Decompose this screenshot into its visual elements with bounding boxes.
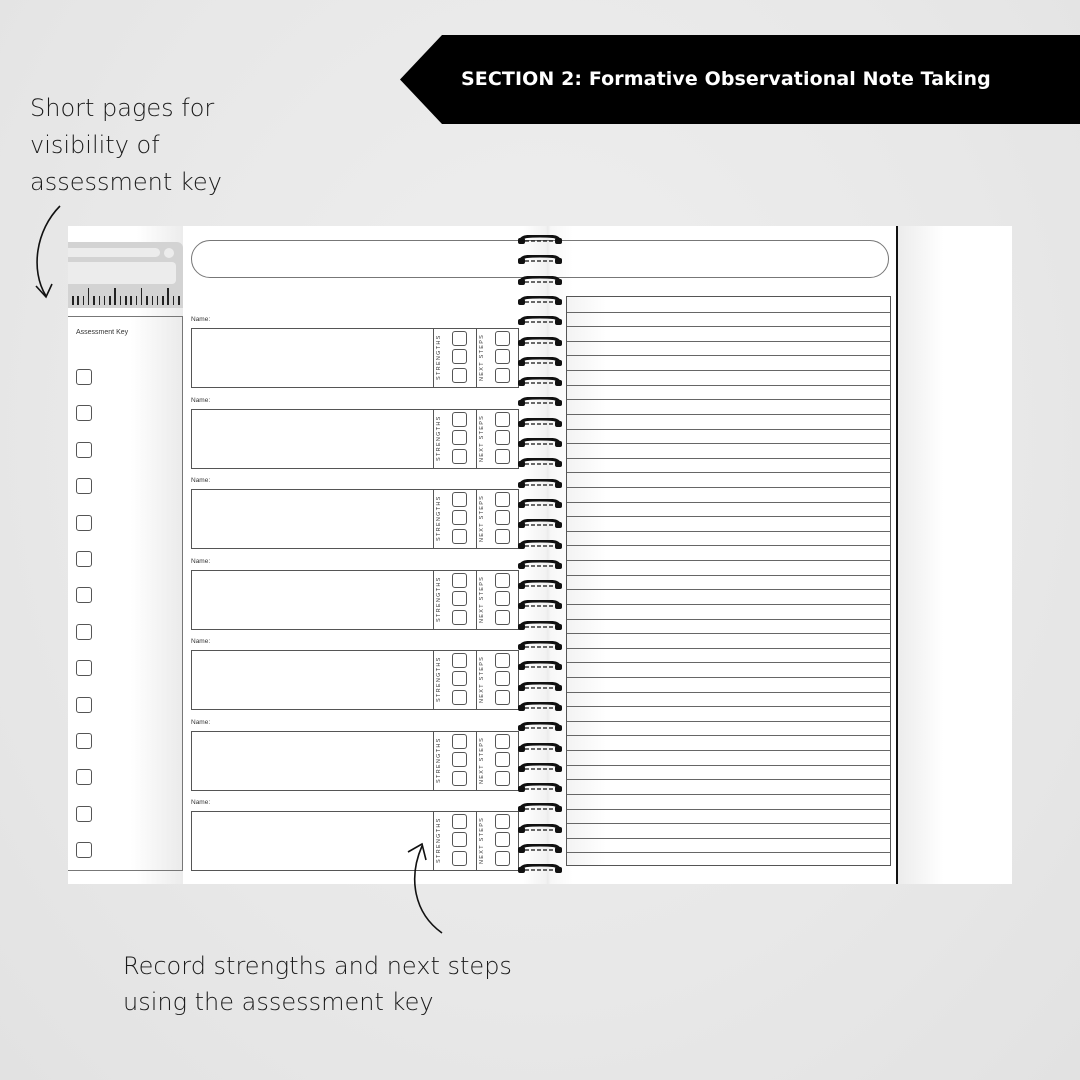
observation-notes-box[interactable] xyxy=(191,409,519,469)
strengths-checkbox[interactable] xyxy=(452,449,467,464)
observation-entry xyxy=(191,316,519,388)
ruled-line xyxy=(567,560,890,561)
next-steps-checkbox[interactable] xyxy=(495,653,510,668)
strengths-column xyxy=(433,328,476,388)
next-steps-checkbox[interactable] xyxy=(495,492,510,507)
next-steps-column xyxy=(476,409,519,469)
name-label: Name: xyxy=(191,638,211,645)
annotation-line: assessment key xyxy=(30,168,222,196)
ruled-line xyxy=(567,838,890,839)
notebook-spread xyxy=(68,226,1012,884)
assessment-key-checkbox[interactable] xyxy=(76,478,92,494)
ruled-line xyxy=(567,399,890,400)
strengths-checkbox[interactable] xyxy=(452,653,467,668)
assessment-key-checkbox[interactable] xyxy=(76,515,92,531)
ruled-line xyxy=(567,341,890,342)
next-steps-checkbox[interactable] xyxy=(495,349,510,364)
strengths-label: STRENGTHS xyxy=(436,817,442,863)
spiral-ring xyxy=(517,540,563,550)
next-steps-label: NEXT STEPS xyxy=(479,413,485,462)
spiral-ring xyxy=(517,763,563,773)
ruled-line xyxy=(567,692,890,693)
next-steps-checkbox[interactable] xyxy=(495,529,510,544)
curved-arrow-up-icon xyxy=(400,838,450,938)
annotation-line: Short pages for xyxy=(30,94,215,122)
spiral-ring xyxy=(517,296,563,306)
annotation-line: visibility of xyxy=(30,131,160,159)
ruled-line xyxy=(567,633,890,634)
ruled-line xyxy=(567,619,890,620)
ruled-line xyxy=(567,604,890,605)
spiral-ring xyxy=(517,783,563,793)
assessment-key-checkbox[interactable] xyxy=(76,442,92,458)
assessment-key-title: Assessment Key xyxy=(76,329,129,336)
spiral-ring xyxy=(517,316,563,326)
observation-notes-box[interactable] xyxy=(191,489,519,549)
spiral-ring xyxy=(517,722,563,732)
assessment-key-checkbox[interactable] xyxy=(76,551,92,567)
observation-notes-box[interactable] xyxy=(191,731,519,791)
strengths-label: STRENGTHS xyxy=(436,334,442,380)
next-steps-checkbox[interactable] xyxy=(495,331,510,346)
spiral-ring xyxy=(517,418,563,428)
ruled-line xyxy=(567,385,890,386)
spiral-ring xyxy=(517,621,563,631)
strengths-checkbox[interactable] xyxy=(452,368,467,383)
ruled-line xyxy=(567,355,890,356)
strengths-checkbox[interactable] xyxy=(452,349,467,364)
spiral-ring xyxy=(517,661,563,671)
spiral-ring xyxy=(517,641,563,651)
ruled-line xyxy=(567,326,890,327)
assessment-key-checkbox[interactable] xyxy=(76,769,92,785)
annotation-line: using the assessment key xyxy=(123,988,434,1016)
strengths-checkbox[interactable] xyxy=(452,412,467,427)
next-steps-checkbox[interactable] xyxy=(495,591,510,606)
next-steps-checkbox[interactable] xyxy=(495,510,510,525)
strengths-checkbox[interactable] xyxy=(452,690,467,705)
spiral-ring xyxy=(517,682,563,692)
next-steps-checkbox[interactable] xyxy=(495,752,510,767)
strengths-checkbox[interactable] xyxy=(452,814,467,829)
strengths-checkbox[interactable] xyxy=(452,573,467,588)
annotation-record-strengths xyxy=(123,948,543,1020)
observation-entry xyxy=(191,799,519,871)
strengths-label: STRENGTHS xyxy=(436,656,442,702)
assessment-key-checkbox[interactable] xyxy=(76,697,92,713)
ruled-line xyxy=(567,414,890,415)
observation-entry xyxy=(191,558,519,630)
assessment-key-checkbox[interactable] xyxy=(76,405,92,421)
ruled-line xyxy=(567,852,890,853)
name-label: Name: xyxy=(191,477,211,484)
next-steps-column xyxy=(476,731,519,791)
spiral-ring xyxy=(517,743,563,753)
section-banner xyxy=(400,35,1080,124)
observation-notes-box[interactable] xyxy=(191,811,519,871)
ruled-line xyxy=(567,735,890,736)
spiral-ring xyxy=(517,479,563,489)
observation-entry xyxy=(191,477,519,549)
assessment-key-checkbox[interactable] xyxy=(76,733,92,749)
strengths-checkbox[interactable] xyxy=(452,610,467,625)
next-steps-checkbox[interactable] xyxy=(495,734,510,749)
strengths-checkbox[interactable] xyxy=(452,734,467,749)
spiral-ring xyxy=(517,438,563,448)
spiral-ring xyxy=(517,560,563,570)
ruled-line xyxy=(567,794,890,795)
ruled-line xyxy=(567,779,890,780)
observation-notes-box[interactable] xyxy=(191,328,519,388)
next-steps-checkbox[interactable] xyxy=(495,412,510,427)
next-steps-label: NEXT STEPS xyxy=(479,655,485,703)
name-label: Name: xyxy=(191,316,211,323)
name-label: Name: xyxy=(191,557,211,565)
short-pages xyxy=(68,226,183,884)
ruled-line xyxy=(567,823,890,824)
assessment-key-checkbox[interactable] xyxy=(76,842,92,858)
strengths-label: STRENGTHS xyxy=(436,414,442,461)
strengths-checkbox[interactable] xyxy=(452,832,467,847)
ruler-ticks xyxy=(68,287,183,307)
spiral-ring xyxy=(517,458,563,468)
spiral-ring xyxy=(517,864,563,874)
annotation-line: Record strengths and next steps xyxy=(123,952,512,980)
spiral-ring xyxy=(517,357,563,367)
page-tab xyxy=(68,242,183,308)
assessment-key-panel xyxy=(68,316,183,871)
strengths-checkbox[interactable] xyxy=(452,591,467,606)
next-steps-column xyxy=(476,811,519,871)
next-steps-column xyxy=(476,328,519,388)
strengths-column xyxy=(433,570,476,630)
banner-title: SECTION 2: Formative Observational Note Taking xyxy=(461,68,991,90)
ruled-line xyxy=(567,648,890,649)
ruled-line xyxy=(567,312,890,313)
observation-entry xyxy=(191,719,519,791)
spiral-ring xyxy=(517,235,563,245)
observation-notes-box[interactable] xyxy=(191,570,519,630)
spiral-ring xyxy=(517,580,563,590)
strengths-checkbox[interactable] xyxy=(452,331,467,346)
next-steps-label: NEXT STEPS xyxy=(479,574,485,623)
spiral-ring xyxy=(517,337,563,347)
next-steps-checkbox[interactable] xyxy=(495,832,510,847)
strengths-checkbox[interactable] xyxy=(452,529,467,544)
name-label: Name: xyxy=(191,799,211,806)
strengths-column xyxy=(433,489,476,549)
ruled-line xyxy=(567,516,890,517)
strengths-checkbox[interactable] xyxy=(452,752,467,767)
curved-arrow-down-icon xyxy=(28,200,68,305)
next-steps-checkbox[interactable] xyxy=(495,449,510,464)
ruled-line xyxy=(567,662,890,663)
next-steps-checkbox[interactable] xyxy=(495,671,510,686)
observation-entry xyxy=(191,638,519,710)
strengths-label: STRENGTHS xyxy=(436,495,442,541)
next-steps-column xyxy=(476,650,519,710)
annotation-short-pages xyxy=(30,90,250,201)
ruled-line xyxy=(567,721,890,722)
name-label: Name: xyxy=(191,718,211,726)
assessment-key-checkbox[interactable] xyxy=(76,660,92,676)
ruled-line xyxy=(567,370,890,371)
spiral-ring xyxy=(517,499,563,509)
spiral-ring xyxy=(517,803,563,813)
strengths-column xyxy=(433,409,476,469)
next-steps-checkbox[interactable] xyxy=(495,814,510,829)
ruled-line xyxy=(567,765,890,766)
next-steps-checkbox[interactable] xyxy=(495,690,510,705)
next-steps-column xyxy=(476,489,519,549)
observation-entry xyxy=(191,397,519,469)
strengths-label: STRENGTHS xyxy=(436,575,442,622)
ruled-line xyxy=(567,429,890,430)
assessment-key-checkbox[interactable] xyxy=(76,587,92,603)
next-steps-checkbox[interactable] xyxy=(495,851,510,866)
ruled-line xyxy=(567,443,890,444)
ruled-line xyxy=(567,531,890,532)
spiral-ring xyxy=(517,824,563,834)
strengths-column xyxy=(433,731,476,791)
ruled-line xyxy=(567,502,890,503)
back-page xyxy=(898,226,1012,884)
spiral-ring xyxy=(517,844,563,854)
ruled-line xyxy=(567,472,890,473)
next-steps-checkbox[interactable] xyxy=(495,771,510,786)
next-steps-label: NEXT STEPS xyxy=(479,494,485,542)
spiral-ring xyxy=(517,702,563,712)
spiral-ring xyxy=(517,519,563,529)
ruled-line xyxy=(567,458,890,459)
ruled-line xyxy=(567,750,890,751)
spiral-ring xyxy=(517,276,563,286)
assessment-key-checkbox[interactable] xyxy=(76,369,92,385)
ruled-line xyxy=(567,575,890,576)
assessment-key-checkbox[interactable] xyxy=(76,806,92,822)
next-steps-label: NEXT STEPS xyxy=(479,816,485,864)
strengths-checkbox[interactable] xyxy=(452,492,467,507)
observation-notes-box[interactable] xyxy=(191,650,519,710)
lined-notes-area[interactable] xyxy=(566,296,891,866)
spiral-ring xyxy=(517,377,563,387)
strengths-checkbox[interactable] xyxy=(452,430,467,445)
strengths-checkbox[interactable] xyxy=(452,851,467,866)
next-steps-label: NEXT STEPS xyxy=(479,735,485,784)
next-steps-checkbox[interactable] xyxy=(495,610,510,625)
ruled-line xyxy=(567,677,890,678)
ruled-line xyxy=(567,809,890,810)
next-steps-checkbox[interactable] xyxy=(495,573,510,588)
ruled-line xyxy=(567,589,890,590)
strengths-column xyxy=(433,650,476,710)
name-label: Name: xyxy=(191,396,211,404)
next-steps-checkbox[interactable] xyxy=(495,430,510,445)
ruled-line xyxy=(567,487,890,488)
strengths-checkbox[interactable] xyxy=(452,510,467,525)
ruled-line xyxy=(567,545,890,546)
spiral-ring xyxy=(517,397,563,407)
strengths-checkbox[interactable] xyxy=(452,671,467,686)
strengths-checkbox[interactable] xyxy=(452,771,467,786)
strengths-label: STRENGTHS xyxy=(436,736,442,783)
next-steps-checkbox[interactable] xyxy=(495,368,510,383)
ruled-line xyxy=(567,706,890,707)
next-steps-column xyxy=(476,570,519,630)
assessment-key-checkbox[interactable] xyxy=(76,624,92,640)
spiral-ring xyxy=(517,600,563,610)
spiral-ring xyxy=(517,255,563,265)
next-steps-label: NEXT STEPS xyxy=(479,333,485,381)
